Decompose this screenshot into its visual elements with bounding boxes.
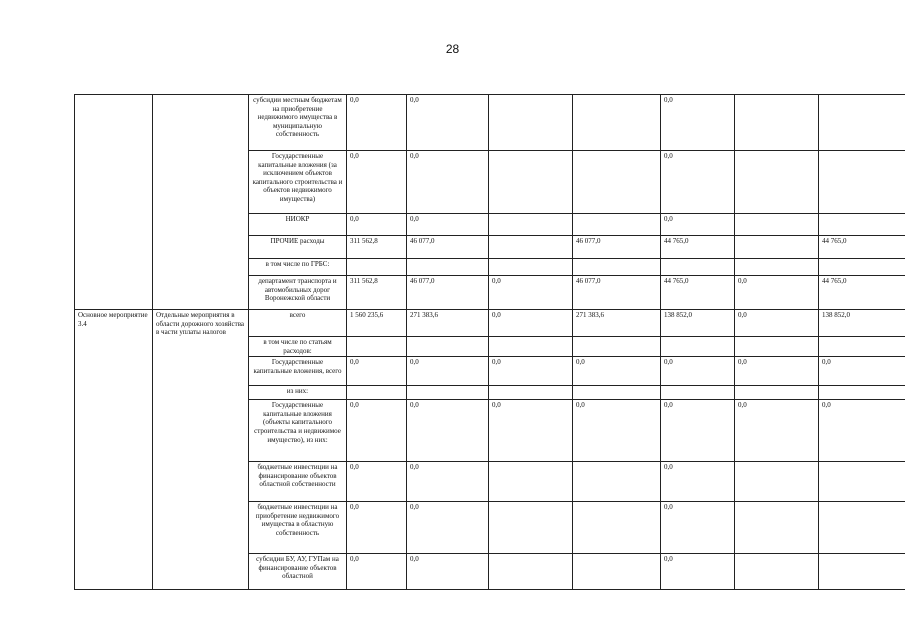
value-cell: [819, 386, 905, 400]
value-cell: 0,0: [661, 214, 735, 236]
value-cell: [573, 386, 661, 400]
value-cell: [573, 462, 661, 502]
value-cell: 0,0: [735, 276, 819, 310]
value-cell: [735, 95, 819, 151]
value-cell: [489, 214, 573, 236]
value-cell: [573, 502, 661, 554]
row-label: субсидии БУ, АУ, ГУПам на финансирование объектов областной: [249, 554, 347, 590]
value-cell: [735, 236, 819, 259]
value-cell: [661, 337, 735, 357]
value-cell: 0,0: [573, 357, 661, 386]
row-label: в том числе по ГРБС:: [249, 259, 347, 276]
value-cell: 0,0: [407, 357, 489, 386]
value-cell: [819, 259, 905, 276]
value-cell: 271 383,6: [407, 310, 489, 337]
value-cell: [347, 259, 407, 276]
value-cell: [735, 337, 819, 357]
value-cell: [735, 214, 819, 236]
table-row: [75, 310, 905, 337]
value-cell: 0,0: [347, 554, 407, 590]
value-cell: [573, 214, 661, 236]
row-label: бюджетные инвестиции на приобретение недвижимого имущества в областную собственность: [249, 502, 347, 554]
value-cell: 0,0: [407, 95, 489, 151]
value-cell: [407, 259, 489, 276]
value-cell: 46 077,0: [407, 276, 489, 310]
value-cell: 44 765,0: [661, 236, 735, 259]
value-cell: [573, 95, 661, 151]
row-label: в том числе по статьям расходов:: [249, 337, 347, 357]
value-cell: [735, 386, 819, 400]
value-cell: [735, 502, 819, 554]
value-cell: 1 560 235,6: [347, 310, 407, 337]
program-name-cell: Отдельные мероприятия в области дорожного хозяйства в части уплаты налогов: [153, 310, 249, 590]
value-cell: [819, 214, 905, 236]
value-cell: [489, 95, 573, 151]
value-cell: [573, 151, 661, 214]
value-cell: 0,0: [661, 502, 735, 554]
row-label: из них:: [249, 386, 347, 400]
value-cell: [573, 259, 661, 276]
value-cell: 44 765,0: [819, 276, 905, 310]
value-cell: 0,0: [347, 502, 407, 554]
program-code-cell: Основное мероприятие 3.4: [75, 310, 153, 590]
value-cell: 0,0: [407, 502, 489, 554]
value-cell: [489, 259, 573, 276]
value-cell: 0,0: [661, 554, 735, 590]
value-cell: 0,0: [489, 310, 573, 337]
table-row: [75, 95, 905, 151]
value-cell: [407, 337, 489, 357]
value-cell: 138 852,0: [661, 310, 735, 337]
value-cell: [489, 386, 573, 400]
value-cell: [661, 259, 735, 276]
value-cell: [573, 554, 661, 590]
value-cell: 0,0: [347, 357, 407, 386]
value-cell: [735, 554, 819, 590]
value-cell: [573, 337, 661, 357]
value-cell: [489, 462, 573, 502]
value-cell: [489, 151, 573, 214]
value-cell: 0,0: [489, 357, 573, 386]
value-cell: 46 077,0: [573, 236, 661, 259]
value-cell: 311 562,8: [347, 236, 407, 259]
row-label: бюджетные инвестиции на финансирование объектов областной собственности: [249, 462, 347, 502]
value-cell: 0,0: [489, 276, 573, 310]
value-cell: 311 562,8: [347, 276, 407, 310]
value-cell: [347, 386, 407, 400]
row-label: департамент транспорта и автомобильных дорог Воронежской области: [249, 276, 347, 310]
value-cell: 0,0: [661, 151, 735, 214]
value-cell: 0,0: [661, 462, 735, 502]
value-cell: [489, 337, 573, 357]
row-label: всего: [249, 310, 347, 337]
value-cell: [819, 554, 905, 590]
value-cell: 0,0: [347, 462, 407, 502]
row-label: Государственные капитальные вложения (объекты капитального строительства и недвижимое имущество), из них:: [249, 400, 347, 462]
value-cell: 0,0: [407, 462, 489, 502]
value-cell: [407, 386, 489, 400]
value-cell: 0,0: [347, 214, 407, 236]
value-cell: [819, 462, 905, 502]
value-cell: [661, 386, 735, 400]
value-cell: 44 765,0: [661, 276, 735, 310]
value-cell: 0,0: [347, 151, 407, 214]
row-label: ПРОЧИЕ расходы: [249, 236, 347, 259]
value-cell: 0,0: [661, 400, 735, 462]
value-cell: 0,0: [735, 357, 819, 386]
budget-table: [74, 94, 905, 590]
value-cell: 0,0: [819, 400, 905, 462]
value-cell: [819, 337, 905, 357]
value-cell: 46 077,0: [573, 276, 661, 310]
value-cell: 0,0: [819, 357, 905, 386]
value-cell: 0,0: [661, 357, 735, 386]
value-cell: 138 852,0: [819, 310, 905, 337]
row-label: НИОКР: [249, 214, 347, 236]
value-cell: [489, 236, 573, 259]
program-name-cell: [153, 95, 249, 310]
value-cell: 0,0: [735, 310, 819, 337]
value-cell: 0,0: [407, 554, 489, 590]
value-cell: 0,0: [661, 95, 735, 151]
page-number: 28: [445, 42, 460, 56]
value-cell: 44 765,0: [819, 236, 905, 259]
value-cell: [819, 151, 905, 214]
value-cell: 0,0: [347, 95, 407, 151]
value-cell: 0,0: [489, 400, 573, 462]
row-label: Государственные капитальные вложения (за исключением объектов капитального строительства и объектов недвижимого имущества): [249, 151, 347, 214]
row-label: Государственные капитальные вложения, всего: [249, 357, 347, 386]
program-code-cell: [75, 95, 153, 310]
value-cell: 0,0: [407, 400, 489, 462]
value-cell: 0,0: [735, 400, 819, 462]
value-cell: [489, 502, 573, 554]
row-label: субсидии местным бюджетам на приобретение недвижимого имущества в муниципальную собственность: [249, 95, 347, 151]
value-cell: 0,0: [407, 214, 489, 236]
value-cell: [735, 462, 819, 502]
value-cell: [819, 502, 905, 554]
value-cell: 271 383,6: [573, 310, 661, 337]
value-cell: 0,0: [347, 400, 407, 462]
value-cell: 0,0: [407, 151, 489, 214]
value-cell: [819, 95, 905, 151]
value-cell: 46 077,0: [407, 236, 489, 259]
value-cell: [489, 554, 573, 590]
value-cell: 0,0: [573, 400, 661, 462]
value-cell: [735, 151, 819, 214]
value-cell: [347, 337, 407, 357]
value-cell: [735, 259, 819, 276]
